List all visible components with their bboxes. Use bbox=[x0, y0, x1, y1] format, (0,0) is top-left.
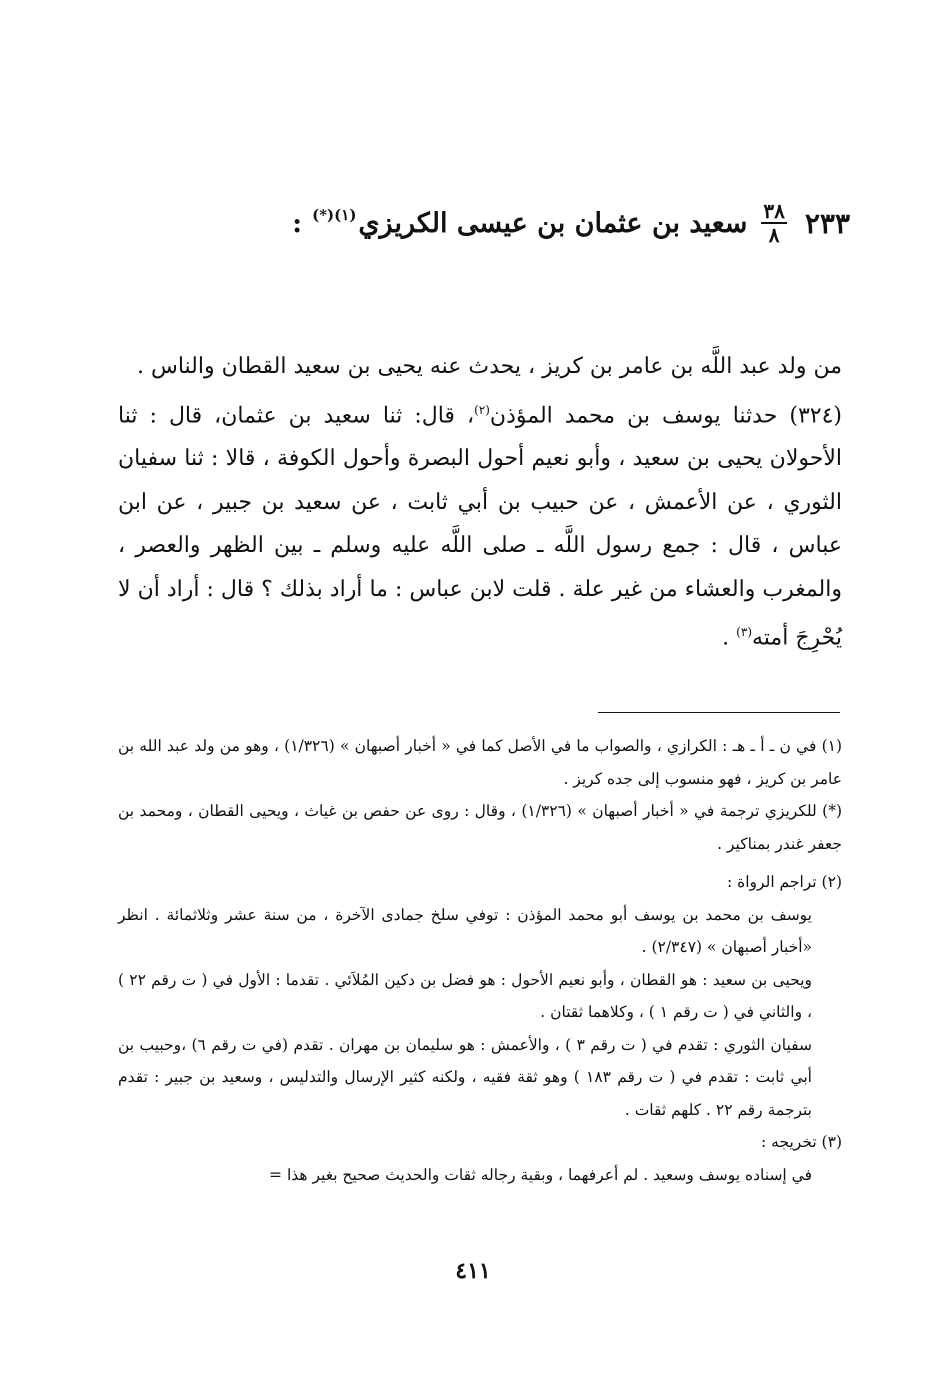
hadith-end: . bbox=[722, 625, 737, 651]
footnote-3-text: في إسناده يوسف وسعيد . لم أعرفهما ، وبقية رجاله ثقات والحديث صحيح بغير هذا = bbox=[269, 1165, 812, 1184]
footnote-separator bbox=[598, 712, 840, 713]
fraction-denominator: ٨ bbox=[768, 223, 780, 247]
footnote-star: (*) للكريزي ترجمة في « أخبار أصبهان » (١/٣٢٦) ، وقال : روى عن حفص بن غياث ، ويحيى القطان ، ومحمد بن جعفر غندر بمناكير . bbox=[118, 802, 842, 853]
footnotes bbox=[118, 730, 842, 1191]
footnote-2-sufyan: سفيان الثوري : تقدم في ( ت رقم ٣ ) ، والأعمش : هو سليمان بن مهران . تقدم (في ت رقم ٦) ،وحبيب بن أبي ثابت : تقدم في ( ت رقم ١٨٣ ) وهو ثقة فقيه ، ولكنه كثير الإرسال والتدليس ، وسعيد بن جبير : تقدم بترجمة رقم ٢٢ . كلهم ثقات . bbox=[118, 1035, 812, 1119]
paragraph-intro: من ولد عبد اللَّه بن عامر بن كريز ، يحدث عنه يحيى بن سعيد القطان والناس . bbox=[137, 354, 842, 379]
main-text bbox=[118, 345, 842, 660]
hadith-text: ، قال: ثنا سعيد بن عثمان، قال : ثنا الأحولان يحيى بن سعيد ، وأبو نعيم أحول البصرة وأحول الكوفة ، قالا : ثنا سفيان الثوري ، عن الأعمش ، عن حبيب بن أبي ثابت ، عن سعيد بن جبير ، عن ابن عباس ، قال : جمع رسول اللَّه ـ صلى اللَّه عليه وسلم ـ بين الظهر والعصر ، والمغرب والعشاء من غير علة . قلت لابن عباس : ما أراد بذلك ؟ قال : أراد أن لا يُحْرِجَ أمته bbox=[118, 402, 842, 651]
footnote-ref-3: (٣) bbox=[736, 625, 752, 640]
entry-heading bbox=[290, 188, 850, 258]
footnote-2-yahya: ويحيى بن سعيد : هو القطان ، وأبو نعيم الأحول : هو فضل بن دكين المُلاَئي . تقدما : الأول في ( ت رقم ٢٢ ) ، والثاني في ( ت رقم ١ ) ، وكلاهما ثقتان . bbox=[118, 970, 812, 1021]
fraction-numerator: ٣٨ bbox=[763, 199, 785, 223]
entry-number: ٢٣٣ bbox=[804, 206, 850, 240]
heading-colon: : bbox=[292, 207, 303, 239]
hadith-start: (٣٢٤) حدثنا يوسف بن محمد المؤذن bbox=[489, 402, 842, 428]
footnote-ref-2: (٢) bbox=[474, 402, 490, 417]
page-number: ٤١١ bbox=[455, 1258, 491, 1284]
entry-fraction bbox=[761, 200, 786, 246]
footnote-1: (١) في ن ـ أ ـ هـ : الكرازي ، والصواب ما في الأصل كما في « أخبار أصبهان » (١/٣٢٦) ، وهو من ولد عبد الله بن عامر بن كريز ، فهو منسوب إلى جده كريز . bbox=[118, 737, 843, 788]
footnote-2-yusuf: يوسف بن محمد بن يوسف أبو محمد المؤذن : توفي سلخ جمادى الآخرة ، من سنة عشر وثلاثمائة . انظر «أخبار أصبهان » (٢/٣٤٧) . bbox=[118, 905, 812, 956]
paragraph-hadith bbox=[118, 389, 842, 661]
footnote-2-title: (٢) تراجم الرواة : bbox=[726, 873, 842, 891]
footnote-3-title: (٣) تخريجه : bbox=[760, 1133, 842, 1151]
narrator-name: سعيد بن عثمان بن عيسى الكريزي bbox=[358, 207, 748, 239]
footnote-marks: (١)(*) bbox=[312, 206, 357, 224]
